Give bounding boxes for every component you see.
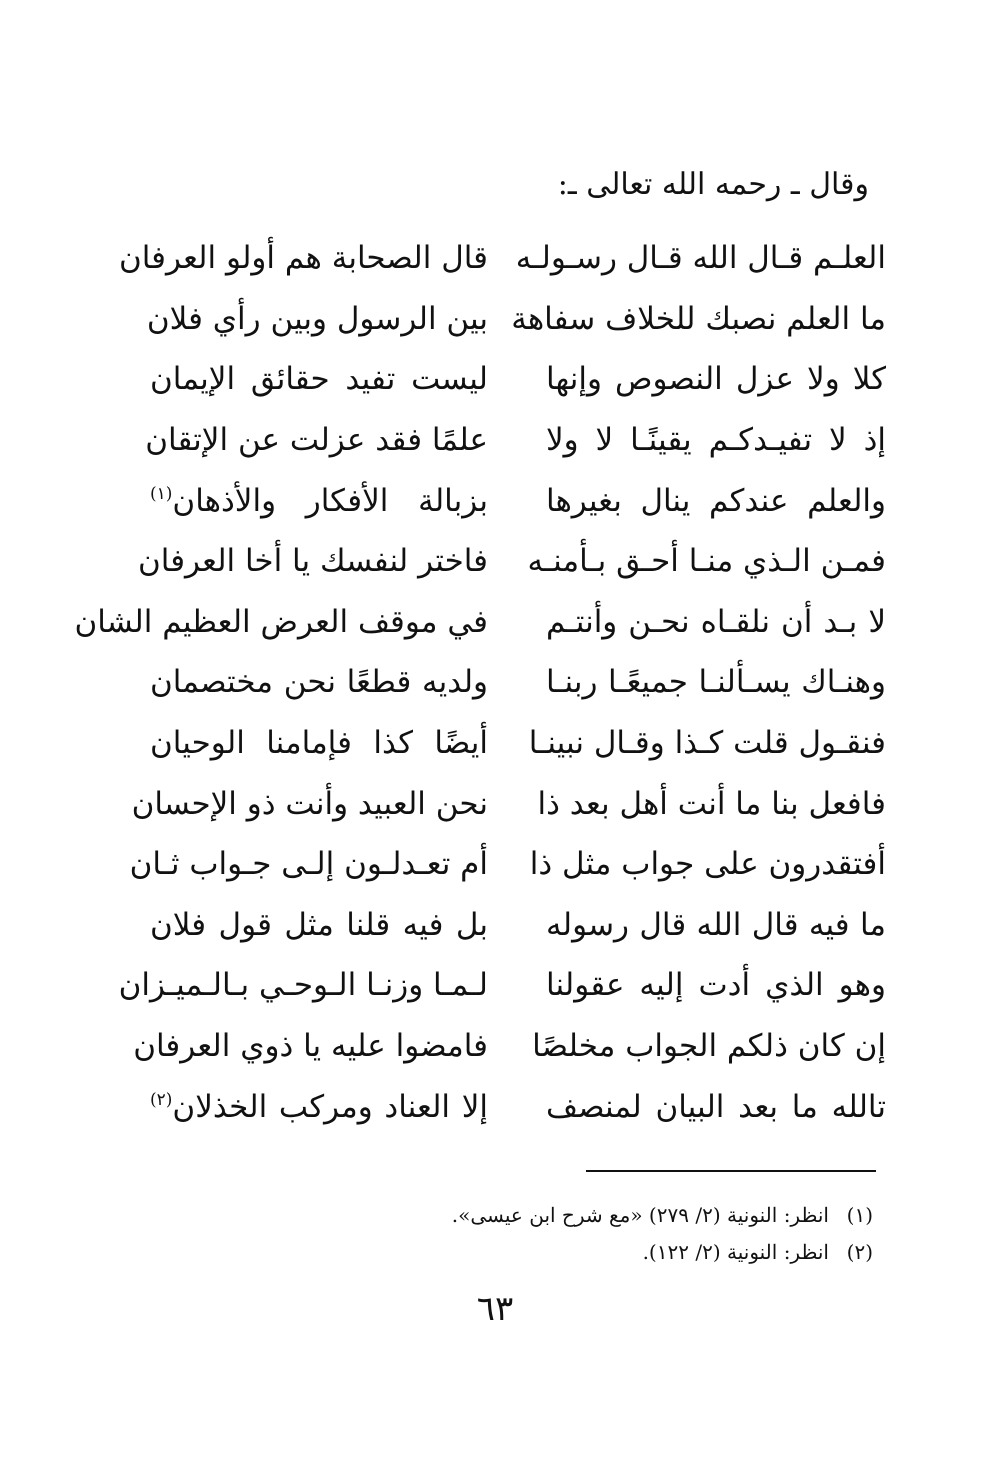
footnote-separator <box>586 1170 876 1172</box>
verse-second-hemistich <box>133 1026 488 1066</box>
verse-first-hemistich: ما فيه قال الله قال رسوله <box>546 906 886 943</box>
footnote-marker: (٢) <box>150 1089 173 1110</box>
verse-second-hemistich <box>150 905 488 945</box>
page-number: ٦٣ <box>476 1289 514 1329</box>
verse-second-hemistich <box>150 1087 488 1127</box>
hemistich-text: نحن العبيد وأنت ذو الإحسان <box>131 785 488 822</box>
verse <box>146 289 886 350</box>
verse <box>150 349 886 410</box>
hemistich-text: في موقف العرض العظيم الشان <box>74 603 488 640</box>
verse-first-hemistich: فنقـول قلت كـذا وقـال نبينـا <box>528 725 886 762</box>
footnote <box>452 1197 873 1234</box>
verse-first-hemistich: إن كان ذلكم الجواب مخلصًا <box>532 1028 886 1065</box>
verse <box>145 410 886 471</box>
verse <box>118 228 886 289</box>
verse-second-hemistich <box>118 965 488 1005</box>
verse <box>74 592 886 653</box>
hemistich-text: إلا العناد ومركب الخذلان <box>172 1088 488 1125</box>
verse-first-hemistich: والعلم عندكم ينال بغيرها <box>546 482 886 519</box>
verse-first-hemistich: وهو الذي أدت إليه عقولنا <box>546 967 886 1004</box>
verse-second-hemistich <box>129 844 488 884</box>
hemistich-text: أيضًا كذا فإمامنا الوحيان <box>150 725 488 762</box>
verse-first-hemistich: لا بـد أن نلقـاه نحـن وأنتـم <box>546 603 886 640</box>
verse <box>137 531 886 592</box>
verse <box>150 713 886 774</box>
verse <box>150 652 886 713</box>
hemistich-text: بزبالة الأفكار والأذهان <box>172 482 488 519</box>
footnote-text: انظر: النونية (٢/ ١٢٢). <box>642 1240 829 1264</box>
verse <box>150 1076 886 1137</box>
hemistich-text: بل فيه قلنا مثل قول فلان <box>150 906 488 943</box>
footnote-number: (١) <box>846 1203 873 1227</box>
verse-second-hemistich <box>145 420 488 460</box>
poem-verses <box>74 228 886 1137</box>
verse-first-hemistich: كلا ولا عزل النصوص وإنها <box>546 361 886 398</box>
verse-first-hemistich: فمـن الـذي منـا أحـق بـأمنـه <box>527 543 886 580</box>
verse-second-hemistich <box>150 662 488 702</box>
hemistich-text: فاختر لنفسك يا أخا العرفان <box>137 543 488 580</box>
verse <box>150 895 886 956</box>
verse <box>131 773 886 834</box>
intro-line: وقال ـ رحمه الله تعالى ـ: <box>557 167 869 202</box>
hemistich-text: علمًا فقد عزلت عن الإتقان <box>145 422 488 459</box>
footnote-text: انظر: النونية (٢/ ٢٧٩) «مع شرح ابن عيسى». <box>451 1203 829 1227</box>
verse-second-hemistich <box>150 723 488 763</box>
footnotes <box>452 1197 873 1271</box>
verse-first-hemistich: تالله ما بعد البيان لمنصف <box>546 1088 886 1125</box>
verse-first-hemistich: وهنـاك يسـألنـا جميعًـا ربنـا <box>546 664 886 701</box>
verse <box>150 470 886 531</box>
hemistich-text: أم تعـدلـون إلـى جـواب ثـان <box>129 846 488 883</box>
verse-second-hemistich <box>74 602 488 642</box>
footnote-marker: (١) <box>150 483 173 504</box>
verse-first-hemistich: ما العلم نصبك للخلاف سفاهة <box>511 300 886 337</box>
verse <box>118 955 886 1016</box>
verse-second-hemistich <box>131 784 488 824</box>
verse <box>129 834 886 895</box>
hemistich-text: بين الرسول وبين رأي فلان <box>146 300 488 337</box>
verse-second-hemistich <box>146 299 488 339</box>
verse-second-hemistich <box>150 481 488 521</box>
hemistich-text: ليست تفيد حقائق الإيمان <box>150 361 488 398</box>
hemistich-text: لـمـا وزنـا الـوحـي بـالـميـزان <box>118 967 488 1004</box>
verse-second-hemistich <box>118 238 488 278</box>
footnote <box>452 1234 873 1271</box>
hemistich-text: ولديه قطعًا نحن مختصمان <box>150 664 488 701</box>
verse-second-hemistich <box>137 541 488 581</box>
hemistich-text: قال الصحابة هم أولو العرفان <box>118 240 488 277</box>
hemistich-text: فامضوا عليه يا ذوي العرفان <box>133 1028 488 1065</box>
verse-first-hemistich: العلـم قـال الله قـال رسـولـه <box>515 240 886 277</box>
verse <box>133 1016 886 1077</box>
footnote-number: (٢) <box>846 1240 873 1264</box>
verse-first-hemistich: فافعل بنا ما أنت أهل بعد ذا <box>537 785 886 822</box>
verse-second-hemistich <box>150 359 488 399</box>
verse-first-hemistich: إذ لا تفيـدكـم يقينًـا لا ولا <box>546 422 886 459</box>
verse-first-hemistich: أفتقدرون على جواب مثل ذا <box>529 846 886 883</box>
